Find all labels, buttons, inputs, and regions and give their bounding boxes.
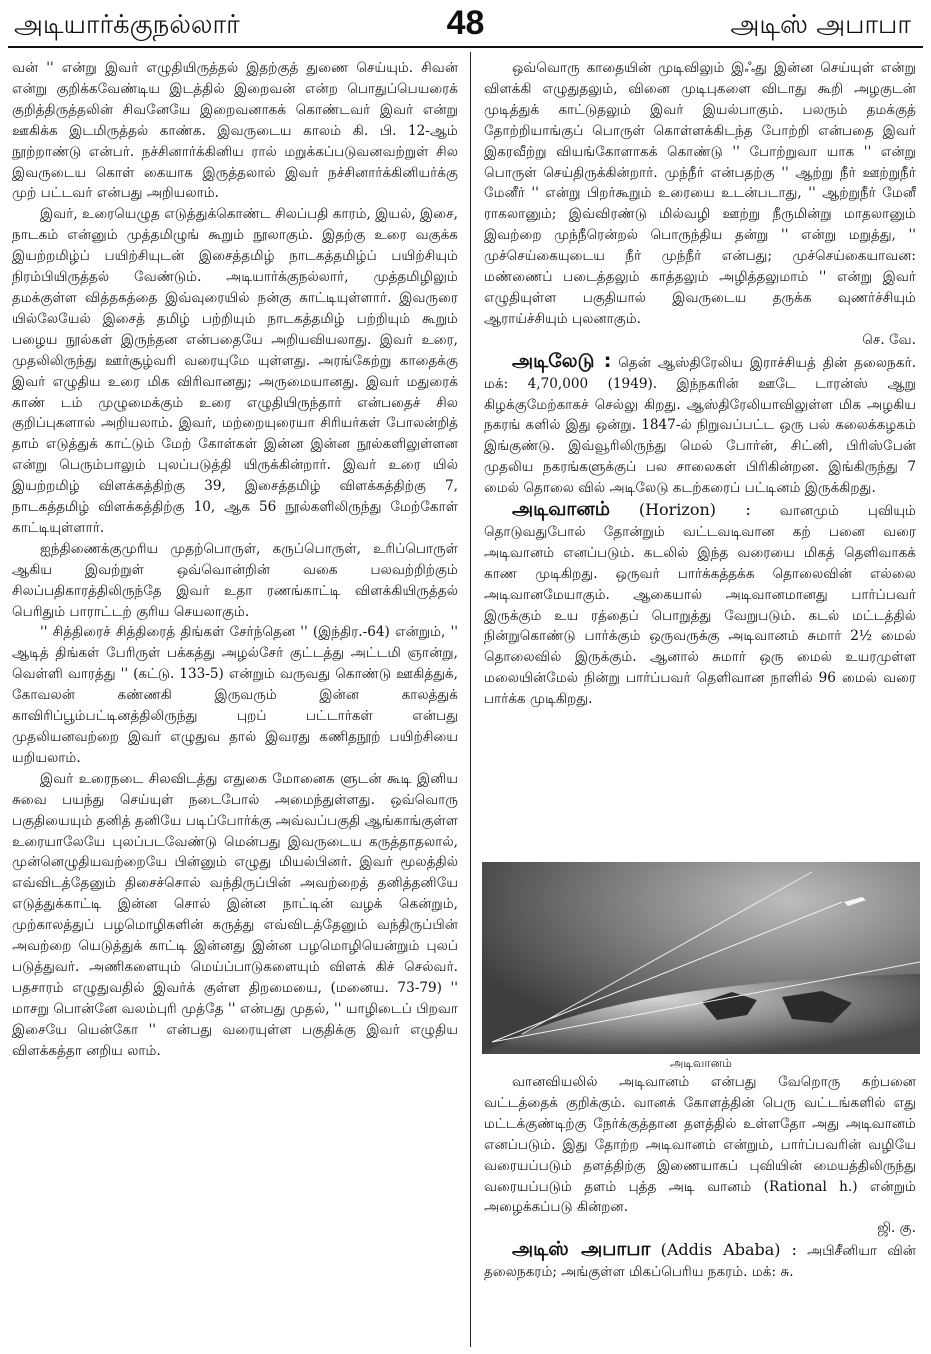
page-number: 48 [446, 4, 485, 42]
paragraph: வன் '' என்று இவர் எழுதியிருத்தல் இதற்குத் துணை செய்யும். சிவன் என்று குறிக்கவேண்டிய இடத்தில் இறைவன் என்ற பொதுப்பெயரைக் குறித்திருத்தலின் சிவனேயே இறைவனாகக் கொண்டவர் இவர் என்று ஊகிக்க இடமிருத்தல் காண்க. இவருடைய காலம் கி. பி. 12-ஆம் நூற்றாண்டு என்பர். நச்சினார்க்கினிய ரால் மறுக்கப்படுவனவற்றுள் சில இவருடைய கொள் கையாக இருத்தலால் இவர் நச்சினார்க்கினியர்க்கு முற் பட்டவர் என்பது அறியலாம். [12, 60, 458, 202]
entry-term: அடிஸ் அபாபா [512, 1238, 651, 1261]
page-header [0, 4, 931, 46]
entry-term: அடிவானம் [512, 498, 611, 521]
entry-term-english: (Horizon) : [638, 500, 751, 520]
entry-term-english: (Addis Ababa) : [660, 1240, 797, 1260]
horizon-earth-illustration [482, 862, 920, 1054]
column-divider [470, 52, 471, 1347]
paragraph: '' சித்திரைச் சித்திரைத் திங்கள் சேர்ந்தென '' (இந்திர.-64) என்றும், '' ஆடித் திங்கள் பேரிருள் பக்கத்து அழல்சேர் குட்டத்து அட்டமி ஞான்று, வெள்ளி வாரத்து '' (கட்டு. 133-5) என்றும் வருவது கொண்டு ஊகித்துக், கோவலன் கண்ணகி இருவரும் இன்ன காலத்துக் காவிரிப்பூம்பட்டினத்திலிருந்து புறப் பட்டார்கள் என்பது முதலியனவற்றை இவர் எழுதுவ தால் இவரது கணிதநூற் பயிற்சியை யறியலாம். [12, 624, 458, 766]
paragraph: இவர் உரைநடை சிலவிடத்து எதுகை மோனைக ளுடன் கூடி இனிய சுவை பயந்து செய்யுள் நடைபோல் அமைந்துள்ளது. ஒவ்வொரு பகுதியையும் தனித் தனியே படிப்போர்க்கு அவ்வப்பகுதி ஆங்காங்குள்ள உரையாலேயே புலப்படவேண்டு மென்பது இவருடைய கருத்தாதலால், முன்னெழுதியவற்றையே பின்னும் எழுது மியல்பினர். இவர் மூலத்தில் எவ்விடத்தேனும் திசைச்சொல் வந்திருப்பின் அவற்றைத் தனித்தனியே எடுத்துக்காட்டி இன்ன சொல் இன்ன நாட்டின் வழக் கென்றும், முற்காலத்துப் பழமொழிகளின் கருத்து எவ்விடத்தேனும் வந்திருப்பின் அவற்றை யெடுத்துக் காட்டி இன்னது இன்ன பழமொழியென்றும் புலப் படுத்துவர். அணிகளையும் மெய்ப்பாடுகளையும் விளக் கிச் செல்வர். பதசாரம் எழுதுவதில் இவர்க் குள்ள திறமையை, (மனைய. 73-79) '' மாசறு பொன்னே வலம்புரி முத்தே '' என்பது முதல், '' யாழிடைப் பிறவா இசையே யென்கோ '' என்பது வரையுள்ள பகுதிக்கு இவர் எழுதிய விளக்கத்தா னறிய லாம். [12, 770, 458, 1059]
paragraph: ஐந்திணைக்குமுரிய முதற்பொருள், கருப்பொருள், உரிப்பொருள் ஆகிய இவற்றுள் ஒவ்வொன்றின் வகை பலவற்றிற்கும் சிலப்பதிகாரத்திலிருந்தே இவர் உதா ரணங்காட்டி விளக்கியிருத்தல் பெரிதும் பாராட்டற் குரிய செயலாகும். [12, 540, 458, 620]
running-head-right: அடிஸ் அபாபா [730, 10, 911, 40]
running-head-left: அடியார்க்குநல்லார் [14, 10, 240, 40]
entry-horizon [484, 499, 916, 710]
entry-text: வானமும் புவியும் தொடுவதுபோல் தோன்றும் வட்டவடிவான கற் பனை வரை அடிவானம் எனப்படும். கடலில் இந்த வரையை மிகத் தெளிவாகக் காண முடிகிறது. ஒருவர் பார்க்கத்தக்க தொலைவின் எல்லை அடிவானமேயாகும். ஆகையால் அடிவானமானது பார்ப்பவர் இருக்கும் உய ரத்தைப் பொறுத்து வேறுபடும். கடல் மட்டத்தில் நின்றுகொண்டு பார்க்கும் ஒருவருக்கு அடிவானம் சுமார் 2½ மைல் தொலைவில் இருக்கும். ஆனால் சுமார் ஒரு மைல் உயரமுள்ள மலையின்மேல் நின்று பார்ப்பவர் தெளிவான நாளில் 96 மைல் வரை பார்க்க முடிகிறது. [484, 503, 916, 708]
author-signature: செ. வே. [862, 331, 916, 348]
left-column [12, 58, 458, 1348]
paragraph: ஒவ்வொரு காதையின் முடிவிலும் இஃது இன்ன செய்யுள் என்று விளக்கி எழுதுதலும், வினை முடிபுகளை விடாது கூறி அழகுடன் முடித்துக் காட்டுதலும் இவர் இயல்பாகும். பலரும் தமக்குத் தோற்றியாங்குப் பொருள் கொள்ளக்கிடந்த போற்றி என்பதை இவர் இகரவீற்று வியங்கோளாகக் கொண்டு '' போற்றுவா யாக '' என்று பொருள் செய்திருக்கின்றார். முந்நீர் என்பதற்கு '' ஆற்று நீர் ஊற்றுநீர் மேனீர் '' என்று பிறர்கூறும் உரையை உடன்படாது, '' ஆற்றுநீர் மேனீ ராகலானும்; இவ்விரண்டு மில்வழி ஊற்று நீருமின்று மாதலானும் இவற்றை முந்நீரென்றல் பொருந்திய தன்று '' என்று மறுத்து, '' முச்செய்கையுடைய நீர் முந்நீர் என்பது; முச்செய்கையாவன: மண்ணைப் படைத்தலும் காத்தலும் அழித்தலுமாம் '' என்று இவர் எழுதியுள்ள பகுதியால் இவருடைய தருக்க வுணர்ச்சியும் ஆராய்ச்சியும் புலனாகும். [484, 60, 916, 327]
right-column-top [484, 58, 916, 848]
header-rule [8, 46, 923, 48]
figure-caption: அடிவானம் [670, 1056, 732, 1070]
entry-text: தென் ஆஸ்திரேலிய இராச்சியத் தின் தலைநகர். மக்: 4,70,000 (1949). இந்நகரின் ஊடே டாரன்ஸ் ஆறு கிழக்குமேற்காகச் செல்லு கிறது. ஆஸ்திரேலியாவிலுள்ள மிக அழகிய நகரங் களில் இது ஒன்று. 1847-ல் நிறுவப்பட்ட ஒரு பல் கலைக்கழகம் இங்குண்டு. இவ்வூரிலிருந்து மெல் போர்ன், சிட்னி, பிரிஸ்பேன் முதலிய நகரங்களுக்குப் பல சாலைகள் பிரிகின்றன. இங்கிருந்து 7 மைல் தொலை வில் அடிலேடு கடற்கரைப் பட்டினம் இருக்கிறது. [484, 354, 916, 497]
author-signature: ஜி. கு. [877, 1220, 916, 1237]
paragraph: இவர், உரையெழுத எடுத்துக்கொண்ட சிலப்பதி காரம், இயல், இசை, நாடகம் என்னும் முத்தமிழுங் கூறும் நூலாகும். இதற்கு உரை வகுக்க இயற்றமிழ்ப் பயிற்சியுடன் இசைத்தமிழ் நாடகத்தமிழ்ப் பயிற்சியும் நிரம்பியிருத்தல் வேண்டும். அடியார்க்குநல்லார், முத்தமிழிலும் தமக்குள்ள வித்தகத்தை இவ்வுரையில் நன்கு காட்டியுள்ளார். இவருரை யில்லேயேல் இசைத் தமிழ் பற்றியும் நாடகத்தமிழ் பற்றியும் கூறும் பழைய நூல்கள் இருந்தன என்பதையே அறியவியலாது. இவர் உரை, முதலிலிருந்து ஊர்சூழ்வரி வரையுமே யுள்ளது. அரங்கேற்று காதைக்கு இவர் எழுதிய உரை மிக விரிவானது; அருமையானது. இவர் மதுரைக் காண் டம் முழுமைக்கும் உரை எழுதியிருந்தார் என்பதைச் சில குறிப்புகளால் அறியலாம். இவர், மற்றையுரையா சிரியர்கள் போலன்றித் தாம் எடுத்துக் காட்டும் மேற் கோள்கள் இன்ன இன்ன நூல்களிலுள்ளன என்று பெரும்பாலும் புலப்படுத்தி யிருக்கின்றார். இவர் உரை யில் இயற்றமிழ் விளக்கத்திற்கு 39, இசைத்தமிழ் விளக்கத்திற்கு 7, நாடகத்தமிழ் விளக்கத்திற்கு 10, ஆக 56 நூல்களிலிருந்து மேற்கோள் காட்டியுள்ளார். [12, 206, 458, 536]
entry-adelaide [484, 351, 916, 499]
entry-term: அடிலேடு : [512, 349, 612, 372]
horizon-photo [482, 862, 920, 1054]
entry-addis-ababa [484, 1239, 916, 1283]
entry-text: அபிசீனியா வின் தலைநகரம்; அங்குள்ள மிகப்பெரிய நகரம். மக்: சு. [484, 1243, 916, 1281]
right-column-bottom [484, 1072, 916, 1352]
paragraph: வானவியலில் அடிவானம் என்பது வேறொரு கற்பனை வட்டத்தைக் குறிக்கும். வானக் கோளத்தின் பெரு வட்டங்களில் எது மட்டக்குண்டிற்கு நேர்க்குத்தான தளத்தில் உள்ளதோ அது அடிவானம் எனப்படும். இது தோற்ற அடிவானம் என்றும், பார்ப்பவரின் வழியே வரையப்படும் தளத்திற்கு இணையாகப் புவியின் மையத்திலிருந்து வரையப்படும் தளம் புத்த அடி வானம் (Rational h.) என்றும் அழைக்கப்படு கின்றன. [484, 1074, 916, 1216]
